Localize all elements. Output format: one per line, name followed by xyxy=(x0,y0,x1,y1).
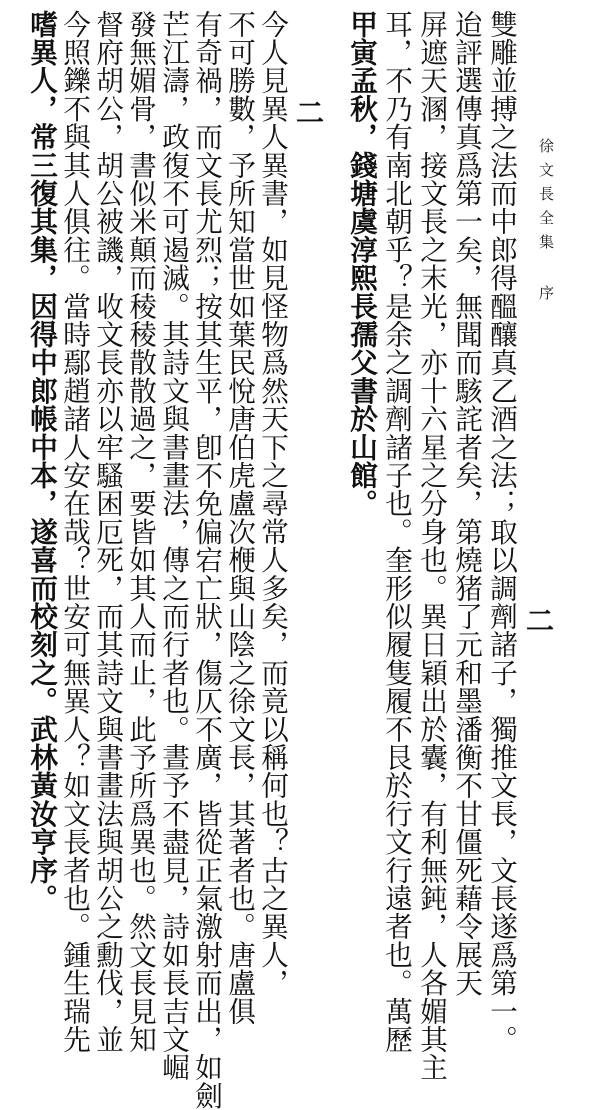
text-column-left-7: 今照鑠不與其人俱往。當時鄢趙諸人安在哉？世安可無異人？如文長者也。鍾生瑞先 xyxy=(58,10,91,1054)
text-column-right-3: 屏遮天溷，接文長之末光，亦十六星之分身也。異日穎出於囊，有利無鈍，人各媚其主 xyxy=(415,10,448,1082)
page-number-left: 二 xyxy=(292,98,325,126)
text-column-right-4: 耳，不乃有南北朝乎？是余之調劑諸子也。奎形似履隻履不艮於行文行遠者也。萬歷 xyxy=(380,10,413,1054)
text-column-right-5: 甲寅孟秋，錢塘虞淳熙長孺父書於山館。 xyxy=(345,10,378,518)
text-column-right-1: 雙雕並搏之法而中郎得醞釀真乙酒之法；取以調劑諸子，獨推文長，文長遂爲第一。 xyxy=(485,10,518,1054)
page-number-right: 二 xyxy=(522,606,555,634)
running-header: 徐文長全集 序 xyxy=(537,138,555,309)
text-column-left-8: 嗜異人，常三復其集，因得中郎帳中本，遂喜而校刻之。武林黃汝亨序。 xyxy=(25,10,58,913)
text-column-left-4: 芒江濤，政復不可遏滅。其詩文與書畫法，傳之而行者也。晝予不盡見，詩如長吉文崛 xyxy=(157,10,190,1082)
text-column-left-5: 發無媚骨，書似米顛而稜稜散散過之，要皆如其人而止，此予所爲異也。然文長見知 xyxy=(124,10,157,1054)
text-column-right-2: 迨評選傳真爲第一矣，無聞而駭詫者矣，第燒猪了元和墨潘衡不甘僵死藉令展天 xyxy=(450,10,483,997)
text-column-left-6: 督府胡公，胡公被譏，收文長亦以牢騷困厄死，而其詩文與書畫法與胡公之勳伐，並 xyxy=(91,10,124,1054)
text-column-left-1: 今人見異人異書，如見怪物爲然天下之尋常人多矣，而竟以稱何也？古之異人， xyxy=(256,10,289,997)
text-column-left-2: 不可勝數，予所知當世如葉民悅唐伯虎盧次楩與山陰之徐文長，其著者也。唐盧俱 xyxy=(223,10,256,1026)
text-column-left-3: 有奇禍，而文長尤烈；按其生平，卽不免偏宕亡狀，傷仄不廣，皆從正氣激射而出，如劍 xyxy=(190,10,223,1110)
